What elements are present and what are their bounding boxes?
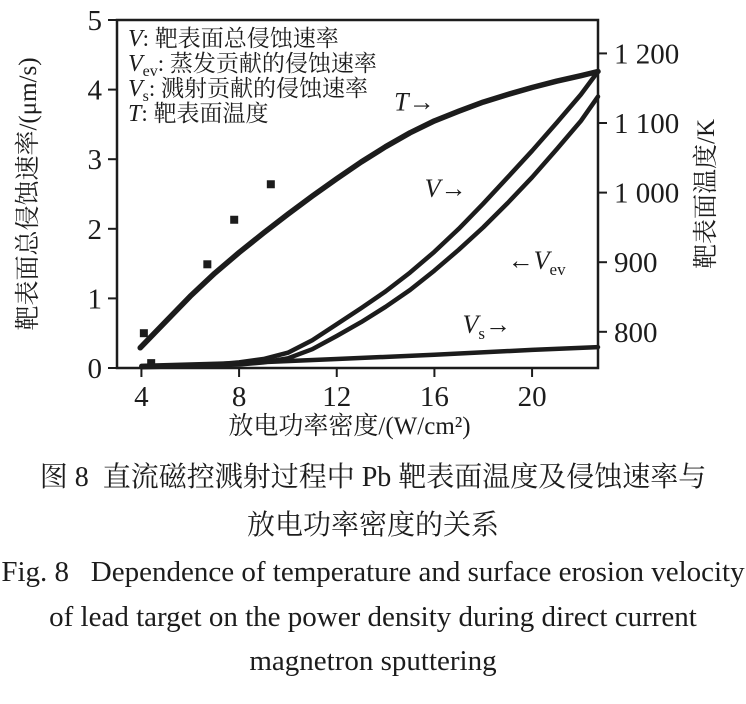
x-tick-label: 12 <box>322 381 352 413</box>
y-right-tick-label: 1 000 <box>614 177 680 210</box>
y-left-tick-label: 1 <box>87 283 102 316</box>
caption-english-line3: magnetron sputtering <box>249 645 497 677</box>
y-right-tick-label: 1 200 <box>614 38 680 71</box>
y-left-tick-label: 5 <box>87 5 102 37</box>
data-point-square <box>147 359 155 367</box>
data-point-square <box>267 180 275 188</box>
legend-line-1: V: 靶表面总侵蚀速率 <box>128 26 339 52</box>
x-tick-label: 16 <box>419 381 449 413</box>
legend-line-2: $V_{ev}$: 蒸发贡献的侵蚀速率 <box>128 51 377 80</box>
caption-english-line2: of lead target on the power density during direct current <box>49 601 697 633</box>
y-right-axis-label: 靶表面温度/K <box>693 118 720 270</box>
legend-line-3: $V_s$: 溅射贡献的侵蚀速率 <box>128 76 369 105</box>
curve-label-T: T→ <box>394 87 435 117</box>
y-left-tick-label: 3 <box>87 144 102 177</box>
y-left-tick-label: 0 <box>87 353 102 385</box>
x-axis-label: 放电功率密度/(W/cm²) <box>228 413 471 440</box>
curve-label-V: V→ <box>424 173 467 203</box>
curve-Vev <box>141 97 598 368</box>
data-point-square <box>140 329 148 337</box>
data-point-square <box>203 260 211 268</box>
curve-Vs <box>141 347 598 366</box>
legend-line-4: T: 靶表面温度 <box>128 101 269 127</box>
data-point-square <box>230 216 238 224</box>
y-left-axis-label: 靶表面总侵蚀速率/(μm/s) <box>15 57 42 331</box>
y-left-tick-label: 2 <box>87 213 102 246</box>
y-right-tick-label: 1 100 <box>614 108 680 141</box>
x-tick-label: 8 <box>231 381 247 413</box>
x-tick-label: 20 <box>517 381 547 413</box>
y-right-tick-label: 900 <box>614 247 658 280</box>
curve-label-Vs: $V_s\to$ <box>462 310 512 344</box>
y-left-tick-label: 4 <box>87 74 102 107</box>
x-tick-label: 4 <box>134 381 149 413</box>
caption-chinese-line1: 图 8 直流磁控溅射过程中 Pb 靶表面温度及侵蚀速率与 <box>39 462 707 493</box>
y-right-tick-label: 800 <box>614 316 658 349</box>
curve-label-Vev: $\leftarrow V_{ev}$ <box>507 246 566 280</box>
caption-english-line1: Fig. 8 Dependence of temperature and surface erosion velocity <box>1 556 745 588</box>
caption-chinese-line2: 放电功率密度的关系 <box>246 510 499 541</box>
